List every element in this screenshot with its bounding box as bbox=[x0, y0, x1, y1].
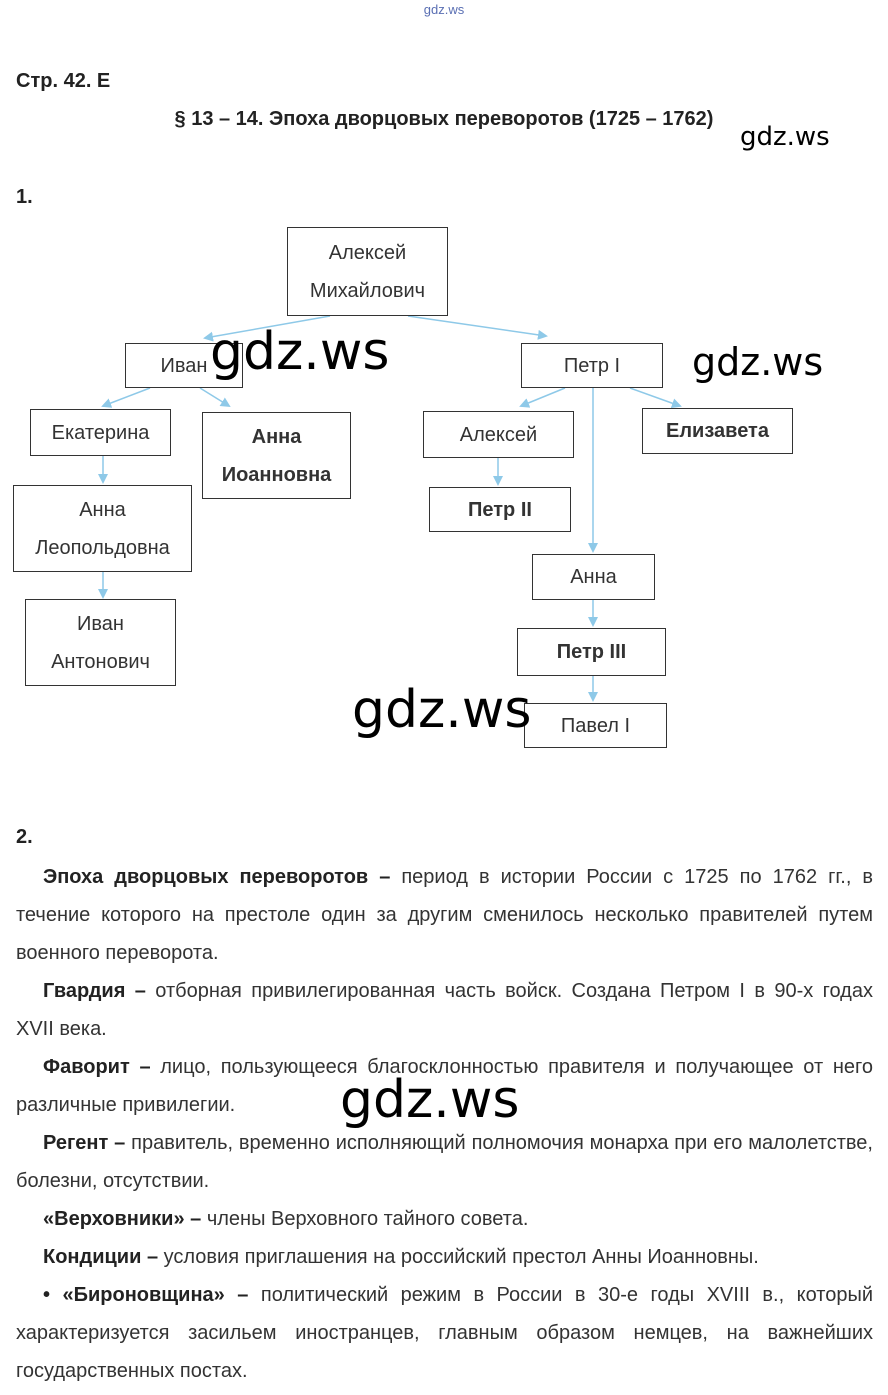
node-petr-2: Петр II bbox=[429, 487, 571, 532]
node-anna: Анна bbox=[532, 554, 655, 600]
task-1-number: 1. bbox=[16, 186, 33, 208]
definition-item: Кондиции – условия приглашения на российский престол Анны Иоанновны. bbox=[43, 1246, 759, 1268]
node-pavel-1: Павел I bbox=[524, 703, 667, 748]
node-ivan: Иван bbox=[125, 343, 243, 388]
node-aleksei: Алексей bbox=[423, 411, 574, 458]
definition-item: «Верховники» – члены Верховного тайного совета. bbox=[43, 1208, 529, 1230]
definition-item: Фаворит – лицо, пользующееся благосклонностью правителя и получающее от него различные привилегии. bbox=[16, 1056, 873, 1116]
node-ivan-antonovich: Иван Антонович bbox=[25, 599, 176, 686]
task-2-number: 2. bbox=[16, 826, 33, 848]
definition-item: Гвардия – отборная привилегированная часть войск. Создана Петром I в 90-х годах XVII века. bbox=[16, 980, 873, 1040]
watermark: gdz.ws bbox=[340, 1070, 520, 1130]
arrow-aleksei-to-petr1 bbox=[408, 316, 546, 336]
definition-item: Регент – правитель, временно исполняющий полномочия монарха при его малолетстве, болезни, отсутствии. bbox=[16, 1132, 873, 1192]
page-label: Стр. 42. Е bbox=[16, 70, 111, 92]
definition-item: Эпоха дворцовых переворотов – период в истории России с 1725 по 1762 гг., в течение которого на престоле один за другим сменилось несколько правителей путем военного переворота. bbox=[16, 866, 873, 964]
watermark: gdz.ws bbox=[692, 340, 824, 384]
node-petr-3: Петр III bbox=[517, 628, 666, 676]
arrow-petr1-to-aleksei bbox=[521, 388, 565, 406]
node-aleksei-mikhailovich: Алексей Михайлович bbox=[287, 227, 448, 316]
node-ekaterina: Екатерина bbox=[30, 409, 171, 456]
source-link[interactable]: gdz.ws bbox=[423, 2, 465, 17]
node-petr-1: Петр I bbox=[521, 343, 663, 388]
arrow-petr1-to-elizaveta bbox=[630, 388, 680, 406]
watermark: gdz.ws bbox=[352, 680, 532, 740]
node-elizaveta: Елизавета bbox=[642, 408, 793, 454]
watermark: gdz.ws bbox=[210, 322, 390, 382]
watermark: gdz.ws bbox=[740, 122, 830, 152]
definition-item: • «Бироновщина» – политический режим в России в 30-е годы XVIII в., который характеризуется засильем иностранцев, главным образом немцев, на важнейших государственных постах. bbox=[16, 1284, 873, 1382]
node-anna-ioannovna: Анна Иоанновна bbox=[202, 412, 351, 499]
arrow-ivan-to-anna-ioann bbox=[200, 388, 229, 406]
page-title: § 13 – 14. Эпоха дворцовых переворотов (1725 – 1762) bbox=[174, 108, 714, 130]
node-anna-leopoldovna: Анна Леопольдовна bbox=[13, 485, 192, 572]
arrow-ivan-to-ekaterina bbox=[103, 388, 150, 406]
